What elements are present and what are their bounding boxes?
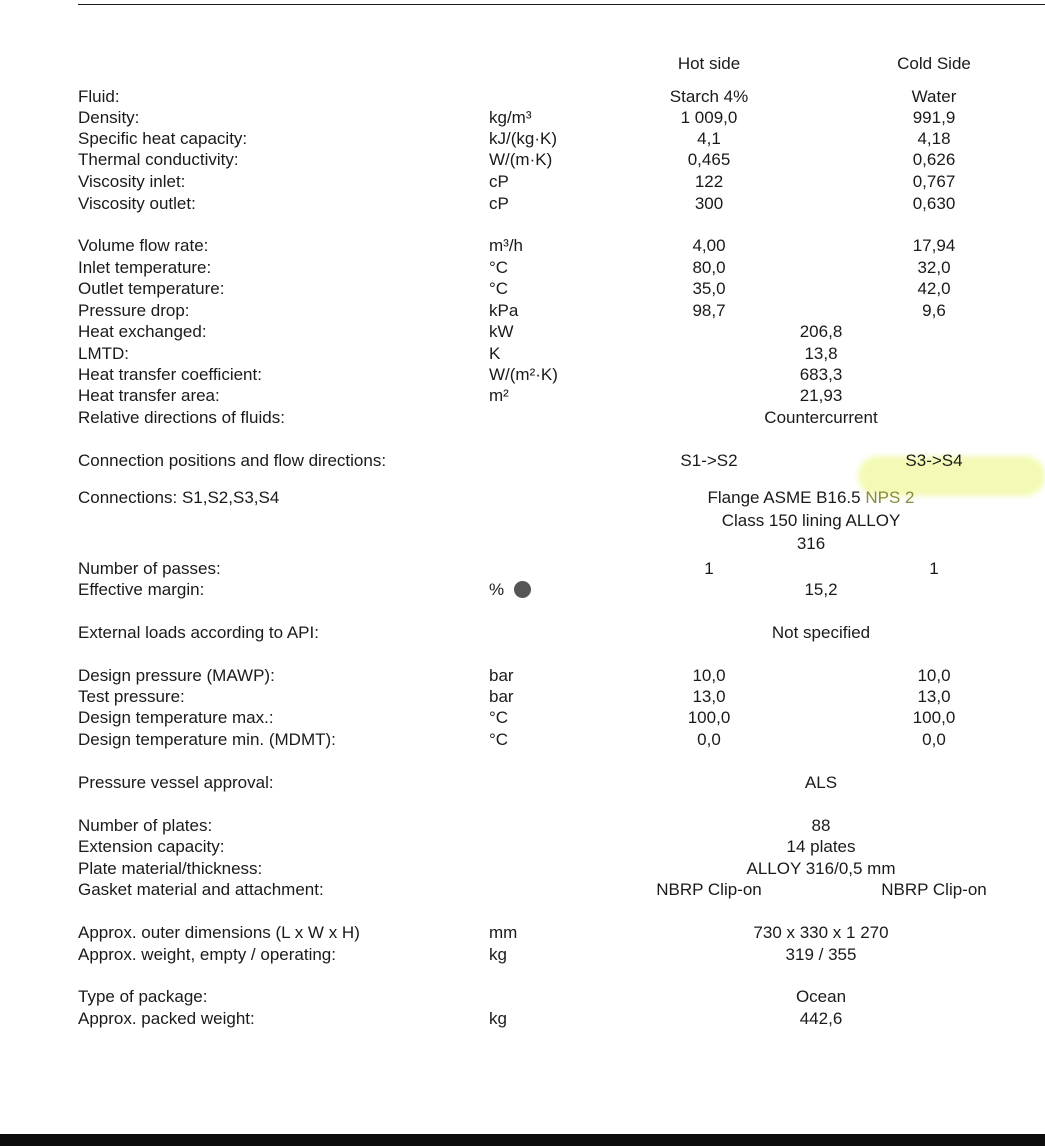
shared-value: 21,93 (799, 386, 843, 405)
cold-value: 991,9 (912, 108, 956, 127)
bottom-edge-bar (0, 1134, 1045, 1146)
row-label: Design temperature max.: (78, 708, 274, 727)
hot-value: 0,465 (687, 150, 731, 169)
hot-value: 10,0 (692, 666, 726, 685)
row-unit: °C (489, 730, 509, 749)
row-label: Approx. packed weight: (78, 1009, 255, 1028)
external-loads-row (0, 622, 1045, 643)
hot-value: 35,0 (692, 279, 726, 298)
hot-value: 100,0 (687, 708, 731, 727)
row-label: Viscosity inlet: (78, 172, 186, 191)
row-label: Approx. weight, empty / operating: (78, 945, 336, 964)
dot-marker-icon (514, 581, 531, 598)
lmtd-row (0, 343, 1045, 364)
row-unit: W/(m²·K) (489, 365, 558, 384)
row-label: Thermal conductivity: (78, 150, 239, 169)
heat-transfer-area-row (0, 385, 1045, 406)
row-unit: kPa (489, 301, 519, 320)
cold-value: 0,626 (912, 150, 956, 169)
cold-value: 17,94 (912, 236, 956, 255)
row-unit: K (489, 344, 501, 363)
fluid-row (0, 86, 1045, 107)
row-unit: m² (489, 386, 509, 405)
row-label: Plate material/thickness: (78, 859, 263, 878)
design-temp-max-row (0, 707, 1045, 728)
row-label: Specific heat capacity: (78, 129, 248, 148)
design-pressure-row (0, 665, 1045, 686)
shared-value: Not specified (771, 623, 871, 642)
shared-value: ALS (804, 773, 838, 792)
specific-heat-row (0, 128, 1045, 149)
inlet-temperature-row (0, 257, 1045, 278)
cold-value: 0,630 (912, 194, 956, 213)
approval-row (0, 772, 1045, 793)
shared-value: ALLOY 316/0,5 mm (746, 859, 896, 878)
weight-row (0, 944, 1045, 965)
row-unit: kg/m³ (489, 108, 532, 127)
nps-size: NPS 2 (865, 488, 915, 507)
cold-value: 1 (929, 559, 939, 578)
row-unit: W/(m·K) (489, 150, 553, 169)
design-temp-min-row (0, 729, 1045, 750)
cold-value: 0,0 (922, 730, 946, 749)
row-label: Relative directions of fluids: (78, 408, 285, 427)
cold-value: S3->S4 (905, 451, 963, 470)
row-unit: °C (489, 279, 509, 298)
viscosity-outlet-row (0, 193, 1045, 214)
row-label: Inlet temperature: (78, 258, 212, 277)
row-label: Design pressure (MAWP): (78, 666, 275, 685)
flange-spec: Flange ASME B16.5 (707, 488, 866, 507)
shared-value: 14 plates (786, 837, 856, 856)
cold-value: 4,18 (917, 129, 951, 148)
row-unit: kg (489, 1009, 507, 1028)
viscosity-inlet-row (0, 171, 1045, 192)
row-unit: mm (489, 923, 518, 942)
packed-weight-row (0, 1008, 1045, 1029)
column-headers (0, 53, 1045, 74)
hot-value: 1 009,0 (680, 108, 738, 127)
heat-exchanged-row (0, 321, 1045, 342)
cold-value: 13,0 (917, 687, 951, 706)
hot-value: 80,0 (692, 258, 726, 277)
shared-value: 442,6 (799, 1009, 843, 1028)
shared-value: 683,3 (799, 365, 843, 384)
cold-value: 0,767 (912, 172, 956, 191)
gasket-row (0, 879, 1045, 900)
cold-value: 32,0 (917, 258, 951, 277)
row-label: Heat exchanged: (78, 322, 207, 341)
hot-value: 122 (694, 172, 724, 191)
row-unit (489, 579, 531, 600)
number-of-plates-row (0, 815, 1045, 836)
hot-value: 300 (694, 194, 724, 213)
shared-value: Countercurrent (764, 408, 878, 427)
row-label: External loads according to API: (78, 623, 319, 642)
volume-flow-row (0, 235, 1045, 256)
row-unit: °C (489, 708, 509, 727)
row-label: Number of passes: (78, 559, 221, 578)
row-label: Density: (78, 108, 140, 127)
heat-transfer-coefficient-row (0, 364, 1045, 385)
row-unit: m³/h (489, 236, 523, 255)
row-unit: bar (489, 666, 514, 685)
outer-dimensions-row (0, 922, 1045, 943)
row-unit: cP (489, 172, 509, 191)
hot-value: 4,00 (692, 236, 726, 255)
row-label: Design temperature min. (MDMT): (78, 730, 336, 749)
hot-value: S1->S2 (680, 451, 738, 470)
connection-positions-row (0, 450, 1045, 471)
hot-value: NBRP Clip-on (656, 880, 762, 899)
row-label: Approx. outer dimensions (L x W x H) (78, 923, 360, 942)
cold-value: 10,0 (917, 666, 951, 685)
row-label: Number of plates: (78, 816, 213, 835)
row-label: Heat transfer area: (78, 386, 220, 405)
connection-spec-line-3: 316 (796, 534, 826, 553)
outlet-temperature-row (0, 278, 1045, 299)
connection-spec-line-1 (708, 487, 915, 508)
shared-value: 319 / 355 (785, 945, 857, 964)
shared-value: 206,8 (799, 322, 843, 341)
row-label: Effective margin: (78, 580, 205, 599)
row-label: Extension capacity: (78, 837, 225, 856)
row-unit: kW (489, 322, 514, 341)
row-unit: bar (489, 687, 514, 706)
row-label: LMTD: (78, 344, 129, 363)
plate-material-row (0, 858, 1045, 879)
top-rule (78, 4, 1045, 5)
effective-margin-row (0, 579, 1045, 600)
package-type-row (0, 986, 1045, 1007)
row-label: Gasket material and attachment: (78, 880, 324, 899)
hot-value: 98,7 (692, 301, 726, 320)
cold-value: 42,0 (917, 279, 951, 298)
thermal-conductivity-row (0, 149, 1045, 170)
row-label: Connections: S1,S2,S3,S4 (78, 488, 280, 507)
hot-value: 1 (704, 559, 714, 578)
hot-side-header: Hot side (677, 54, 741, 73)
pressure-drop-row (0, 300, 1045, 321)
row-label: Fluid: (78, 87, 120, 106)
row-label: Connection positions and flow directions: (78, 451, 387, 470)
hot-value: 4,1 (697, 129, 721, 148)
hot-value: Starch 4% (669, 87, 749, 106)
test-pressure-row (0, 686, 1045, 707)
cold-side-header: Cold Side (897, 54, 971, 73)
row-label: Outlet temperature: (78, 279, 225, 298)
passes-row (0, 558, 1045, 579)
connections-row-2 (0, 510, 1045, 531)
cold-value: 9,6 (922, 301, 946, 320)
shared-value: 15,2 (804, 580, 838, 599)
row-label: Pressure drop: (78, 301, 190, 320)
unit-text: % (489, 580, 505, 599)
shared-value: 13,8 (804, 344, 838, 363)
cold-value: Water (911, 87, 957, 106)
row-label: Volume flow rate: (78, 236, 209, 255)
hot-value: 13,0 (692, 687, 726, 706)
extension-capacity-row (0, 836, 1045, 857)
row-label: Pressure vessel approval: (78, 773, 274, 792)
row-unit: kg (489, 945, 507, 964)
hot-value: 0,0 (697, 730, 721, 749)
row-label: Viscosity outlet: (78, 194, 196, 213)
connections-row-3 (0, 533, 1045, 554)
row-unit: kJ/(kg·K) (489, 129, 557, 148)
connection-spec-line-2: Class 150 lining ALLOY (721, 511, 901, 530)
density-row (0, 107, 1045, 128)
shared-value: 88 (811, 816, 831, 835)
row-label: Type of package: (78, 987, 208, 1006)
cold-value: NBRP Clip-on (881, 880, 987, 899)
shared-value: Ocean (795, 987, 847, 1006)
relative-directions-row (0, 407, 1045, 428)
row-label: Test pressure: (78, 687, 185, 706)
connections-row (0, 487, 1045, 508)
shared-value: 730 x 330 x 1 270 (753, 923, 889, 942)
row-label: Heat transfer coefficient: (78, 365, 262, 384)
cold-value: 100,0 (912, 708, 956, 727)
row-unit: °C (489, 258, 509, 277)
row-unit: cP (489, 194, 509, 213)
